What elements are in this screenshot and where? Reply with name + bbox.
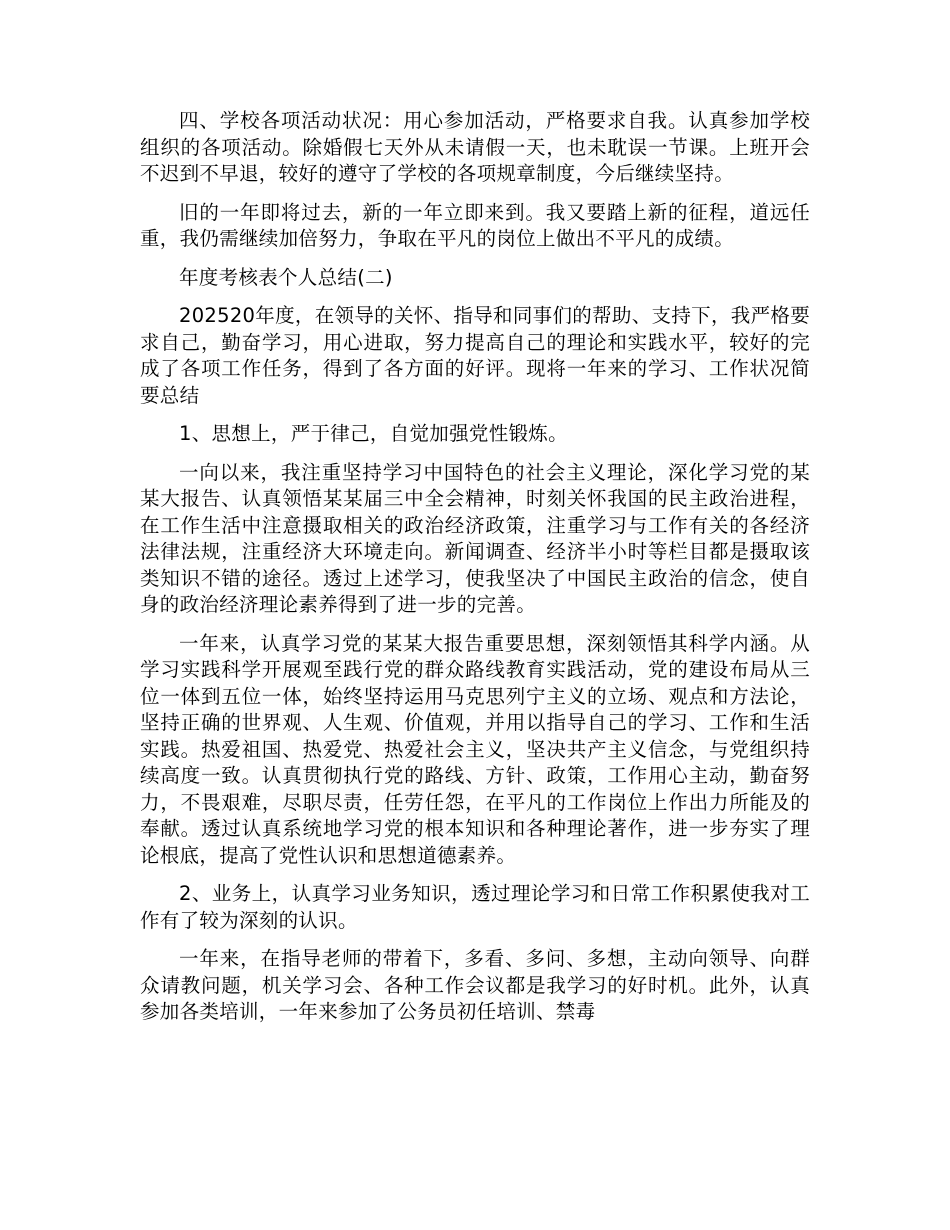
section-heading: 年度考核表个人总结(二)	[179, 265, 393, 289]
point-2-heading: 2、业务上，认真学习业务知识，透过理论学习和日常工作积累使我对工作有了较为深刻的认识。	[140, 882, 810, 932]
paragraph-annual-intro: 202520年度，在领导的关怀、指导和同事们的帮助、支持下，我严格要求自己，勤奋学习，用心进取，努力提高自己的理论和实践水平，较好的完成了各项工作任务，得到了各方面的好评。现将一年来的学习、工作状况简要总结	[140, 304, 810, 407]
paragraph-new-year: 旧的一年即将过去，新的一年立即来到。我又要踏上新的征程，道远任重，我仍需继续加倍努力，争取在平凡的岗位上做出不平凡的成绩。	[140, 200, 810, 250]
paragraph-school-activities: 四、学校各项活动状况：用心参加活动，严格要求自我。认真参加学校组织的各项活动。除婚假七天外从未请假一天，也未耽误一节课。上班开会不迟到不早退，较好的遵守了学校的各项规章制度，今后继续坚持。	[140, 109, 810, 185]
paragraph-party-study: 一年来，认真学习党的某某大报告重要思想，深刻领悟其科学内涵。从学习实践科学开展观至践行党的群众路线教育实践活动，党的建设布局从三位一体到五位一体，始终坚持运用马克思列宁主义的立场、观点和方法论，坚持正确的世界观、人生观、价值观，并用以指导自己的学习、工作和生活实践。热爱祖国、热爱党、热爱社会主义，坚决共产主义信念，与党组织持续高度一致。认真贯彻执行党的路线、方针、政策，工作用心主动，勤奋努力，不畏艰难，尽职尽责，任劳任怨，在平凡的工作岗位上作出力所能及的奉献。透过认真系统地学习党的根本知识和各种理论著作，进一步夯实了理论根底，提高了党性认识和思想道德素养。	[140, 631, 810, 867]
point-1-heading: 1、思想上，严于律己，自觉加强党性锻炼。	[179, 422, 568, 445]
paragraph-theory-study: 一向以来，我注重坚持学习中国特色的社会主义理论，深化学习党的某某大报告、认真领悟某某届三中全会精神，时刻关怀我国的民主政治进程，在工作生活中注意摄取相关的政治经济政策，注重学习与工作有关的各经济法律法规，注重经济大环境走向。新闻调查、经济半小时等栏目都是摄取该类知识不错的途径。透过上述学习，使我坚决了中国民主政治的信念，使自身的政治经济理论素养得到了进一步的完善。	[140, 460, 810, 616]
document-body	[140, 108, 810, 1038]
paragraph-training: 一年来，在指导老师的带着下，多看、多问、多想，主动向领导、向群众请教问题，机关学习会、各种工作会议都是我学习的好时机。此外，认真参加各类培训，一年来参加了公务员初任培训、禁毒	[140, 947, 810, 1023]
